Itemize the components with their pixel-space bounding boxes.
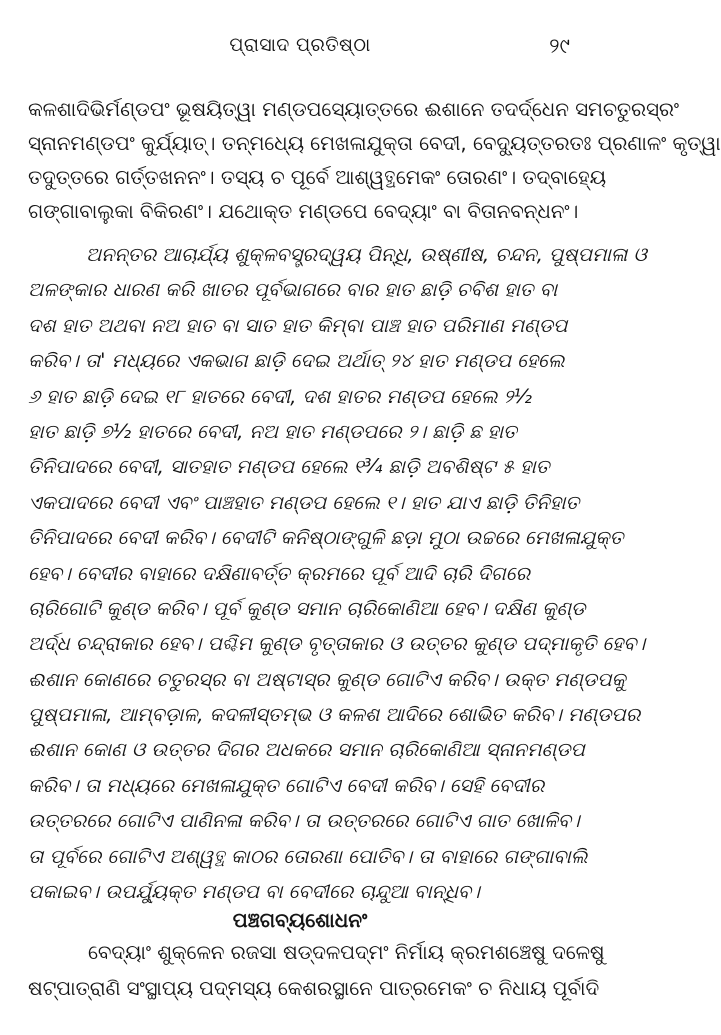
text-line: କଳଶାଦିଭିର୍ମଣ୍ଡପଂ ଭୂଷୟିତ୍ୱା ମଣ୍ଡପସ୍ୟୋତ୍ତରେ ଈଶାନେ ତଦର୍ଦ୍ଧେନ ସମଚତୁରସ୍ରଂ [28, 98, 679, 121]
text-line: ଷଟ୍‌ପାତ୍ରାଣି ସଂସ୍ଥାପ୍ୟ ପଦ୍ମସ୍ୟ କେଶରସ୍ଥାନେ ପାତ୍ରମେକଂ ଚ ନିଧାୟ ପୂର୍ବାଦି [28, 977, 600, 1000]
text-line: ହାତ ଛାଡ଼ି ୭½ ହାତରେ ବେଦୀ, ନଅ ହାତ ମଣ୍ଡପରେ ୨। ଛାଡ଼ି ଛ ହାତ [28, 419, 517, 443]
text-line: ତିନିପାଦରେ ବେଦୀ କରିବ। ବେଦୀଟି କନିଷ୍ଠାଙ୍ଗୁଳି ଛଡ଼ା ମୁଠା ଉଚ୍ଚରେ ମେଖଳାଯୁକ୍ତ [28, 526, 624, 550]
text-line: ପକାଇବ। ଉପର୍ଯ୍ୟୁକ୍ତ ମଣ୍ଡପ ବା ବେଦୀରେ ଚାନ୍ଦୁଆ ବାନ୍ଧିବ। [28, 880, 480, 904]
text-line: ବେଦ୍ୟାଂ ଶୁକ୍ଳେନ ରଜସା ଷଡ୍‌ଦଳପଦ୍ମଂ ନିର୍ମାୟ କ୍ରମଶଞ୍ଚେଷୁ ଦଳେଷୁ [88, 941, 605, 964]
odia-paragraph [28, 237, 647, 909]
running-title: ପ୍ରାସାଦ ପ୍ରତିଷ୍ଠା [229, 34, 371, 56]
sanskrit-paragraph [28, 935, 605, 1007]
text-line: ୬ ହାତ ଛାଡ଼ି ଦେଇ ୧୮ ହାତରେ ବେଦୀ, ଦଶ ହାତର ମଣ୍ଡପ ହେଲେ ୨½ [28, 384, 532, 408]
text-line: କରିବ। ତା ମଧ୍ୟରେ ମେଖଳାଯୁକ୍ତ ଗୋଟିଏ ବେଦୀ କରିବ। ସେହି ବେଦୀର [28, 773, 545, 797]
page-number: ୨୯ [549, 34, 570, 58]
text-line: ତା ପୂର୍ବରେ ଗୋଟିଏ ଅଶ୍ୱତ୍ଥ କାଠର ତୋରଣା ପୋତିବ। ତା ବାହାରେ ଗଙ୍ଗାବାଲି [28, 844, 588, 868]
text-line: ତିନିପାଦରେ ବେଦୀ, ସାତହାତ ମଣ୍ଡପ ହେଲେ ୧¾ ଛାଡ଼ି ଅବଶିଷ୍ଟ ୫ ହାତ [28, 455, 550, 479]
text-line: ତଦୁତ୍ତରେ ଗର୍ତ୍ତଖନନଂ। ତସ୍ୟ ଚ ପୂର୍ବେ ଆଶ୍ୱତ୍ଥମେକଂ ତୋରଣଂ। ତଦ୍‌ବାହ୍ୟେ [28, 166, 606, 189]
text-line: ଈଶାନ କୋଣ ଓ ଉତ୍ତର ଦିଗର ଅଧକରେ ସମାନ ଚାରିକୋଣିଆ ସ୍ନାନମଣ୍ଡପ [28, 738, 585, 762]
text-line: ପୁଷ୍ପମାଳା, ଆମ୍ବଡ଼ାଳ, କଦଳୀସ୍ତମ୍ଭ ଓ କଳଶ ଆଦିରେ ଶୋଭିତ କରିବ। ମଣ୍ଡପର [28, 703, 641, 727]
text-line: ଏକପାଦରେ ବେଦୀ ଏବଂ ପାଞ୍ଚହାତ ମଣ୍ଡପ ହେଲେ ୧। ହାତ ଯାଏ ଛାଡ଼ି ତିନିହାତ [28, 490, 580, 514]
text-line: ଉତ୍ତରରେ ଗୋଟିଏ ପାଣିନଳା କରିବ। ତା ଉତ୍ତରରେ ଗୋଟିଏ ଗାତ ଖୋଳିବ। [28, 809, 580, 833]
text-line: ହେବ। ବେଦୀର ବାହାରେ ଦକ୍ଷିଣାବର୍ତ୍ତ କ୍ରମରେ ପୂର୍ବ ଆଦି ଚାରି ଦିଗରେ [28, 561, 530, 585]
text-line: ଅନନ୍ତର ଆଚାର୍ଯ୍ୟ ଶୁକ୍ଳବସ୍ତ୍ରଦ୍ୱୟ ପିନ୍ଧି, ଉଷ୍ଣୀଷ, ଚନ୍ଦନ, ପୁଷ୍ପମାଳା ଓ [86, 243, 647, 266]
text-line: ଅର୍ଦ୍ଧ ଚନ୍ଦ୍ରାକାର ହେବ। ପଶ୍ଚିମ କୁଣ୍ଡ ବୃତ୍ତାକାର ଓ ଉତ୍ତର କୁଣ୍ଡ ପଦ୍ମାକୃତି ହେବ। [28, 632, 646, 656]
text-line: ଚାରିଗୋଟି କୁଣ୍ଡ କରିବ। ପୂର୍ବ କୁଣ୍ଡ ସମାନ ଚାରିକୋଣିଆ ହେବ। ଦକ୍ଷିଣ କୁଣ୍ଡ [28, 596, 586, 620]
section-heading: ପଞ୍ଚଗବ୍ୟଶୋଧନଂ [232, 908, 368, 932]
text-line: ଗଙ୍ଗାବାଲୁକା ବିକିରଣଂ। ଯଥୋକ୍ତ ମଣ୍ଡପେ ବେଦ୍ୟାଂ ବା ବିତାନବନ୍ଧନଂ। [28, 200, 579, 223]
text-line: ସ୍ନାନମଣ୍ଡପଂ କୁର୍ଯ୍ୟାତ୍। ତନ୍ମଧ୍ୟେ ମେଖଳାଯୁକ୍ତା ବେଦୀ, ବେଦ୍ୟୁତ୍ତରତଃ ପ୍ରଣାଳଂ କୃତ୍ୱା [28, 132, 721, 155]
text-line: ଈଶାନ କୋଣରେ ଚତୁରସ୍ର ବା ଅଷ୍ଟାସ୍ର କୁଣ୍ଡ ଗୋଟିଏ କରିବ। ଉକ୍ତ ମଣ୍ଡପକୁ [28, 667, 626, 691]
text-line: ଦଶ ହାତ ଅଥବା ନଅ ହାତ ବା ସାତ ହାତ କିମ୍ବା ପାଞ୍ଚ ହାତ ପରିମାଣ ମଣ୍ଡପ [28, 313, 568, 337]
page-header [0, 34, 600, 64]
sanskrit-paragraph [28, 93, 721, 229]
text-line: ଅଳଙ୍କାର ଧାରଣ କରି ଖାତର ପୂର୍ବଭାଗରେ ବାର ହାତ ଛାଡ଼ି ଚବିଶ ହାତ ବା [28, 278, 558, 302]
text-line: କରିବ। ତା' ମଧ୍ୟରେ ଏକଭାଗ ଛାଡ଼ି ଦେଇ ଅର୍ଥାତ୍ ୨୪ ହାତ ମଣ୍ଡପ ହେଲେ [28, 349, 565, 373]
